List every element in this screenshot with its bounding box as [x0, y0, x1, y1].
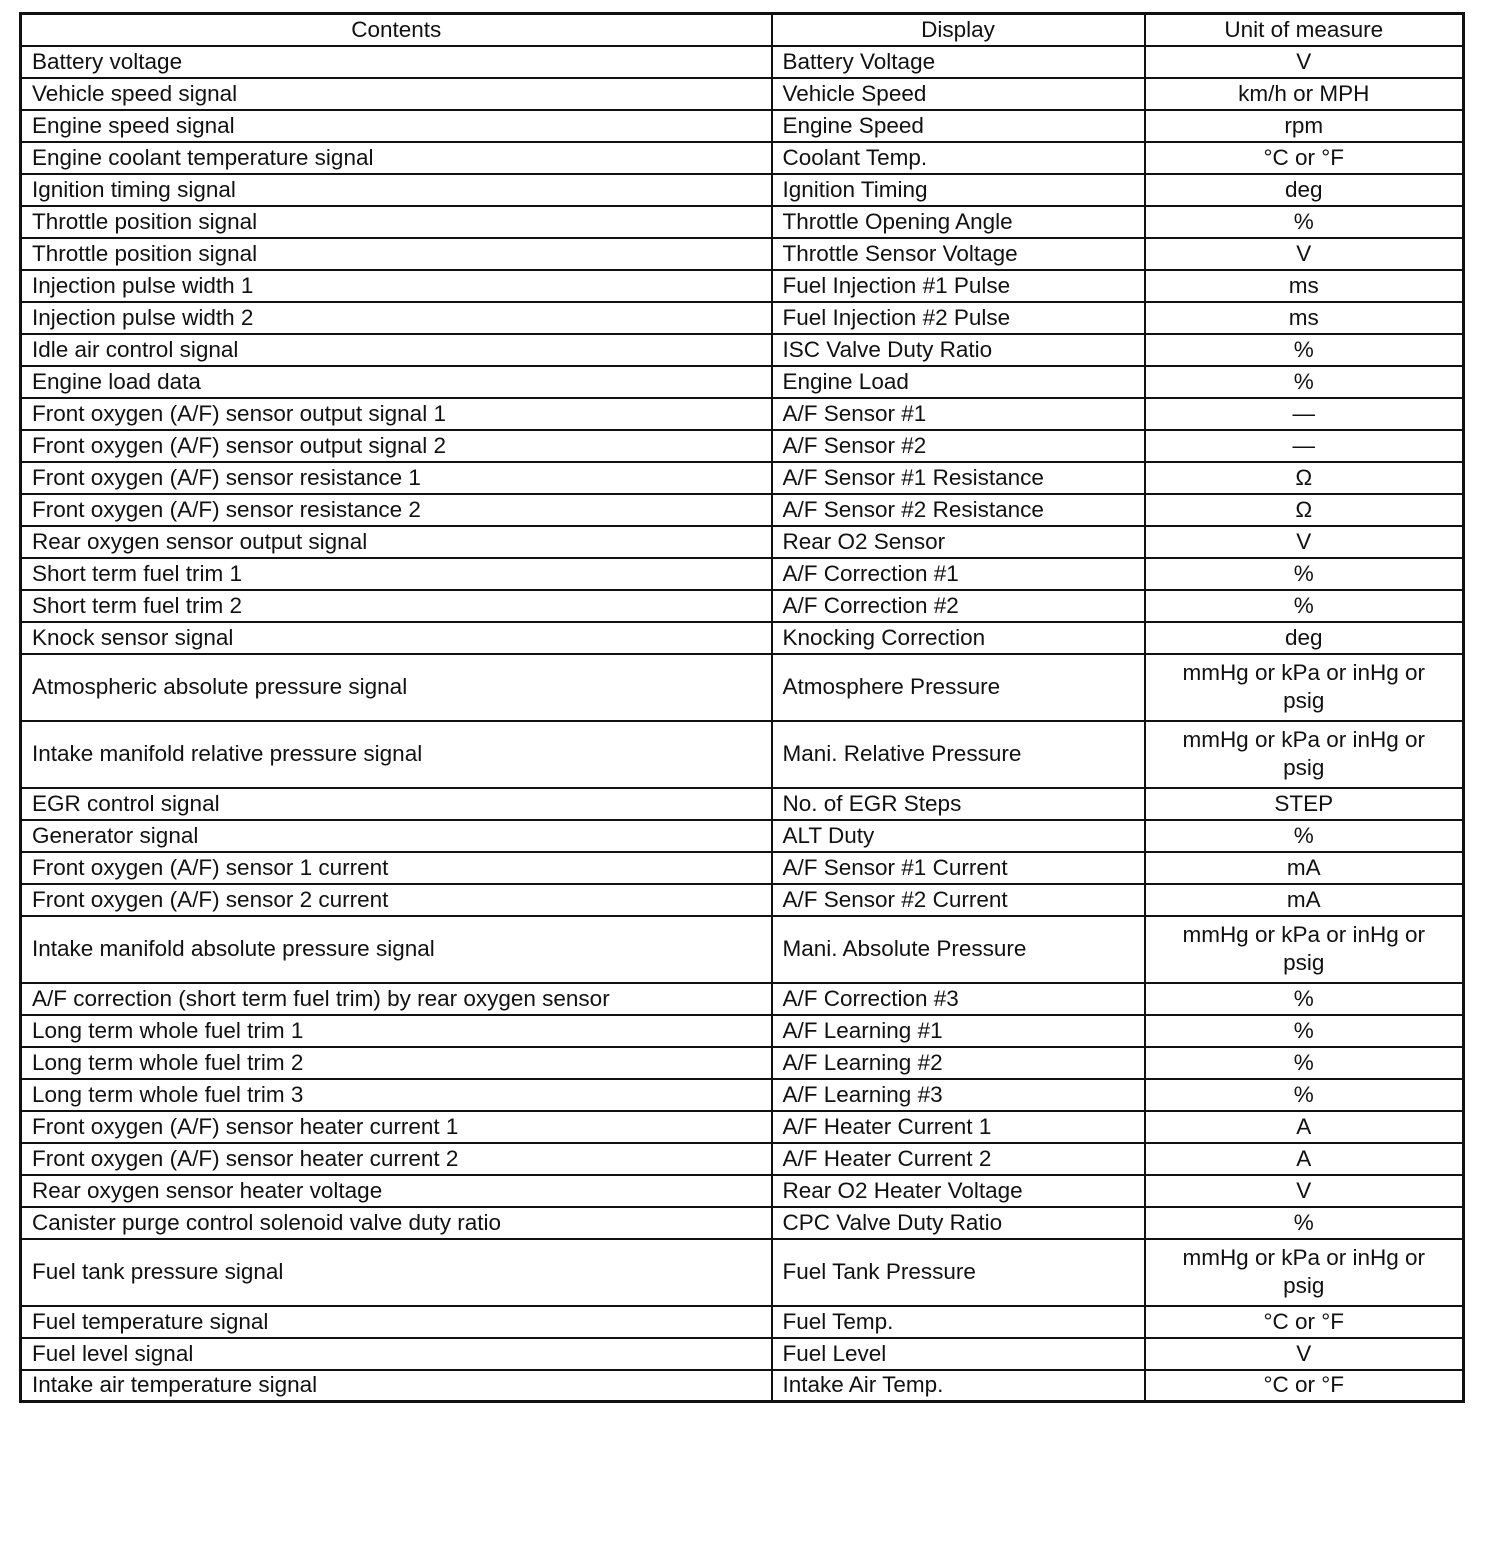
header-contents: Contents — [21, 14, 772, 46]
cell-display: A/F Heater Current 2 — [772, 1143, 1145, 1175]
cell-contents: Front oxygen (A/F) sensor 2 current — [21, 884, 772, 916]
cell-contents: Front oxygen (A/F) sensor output signal 2 — [21, 430, 772, 462]
cell-display: Fuel Temp. — [772, 1306, 1145, 1338]
cell-contents: Engine load data — [21, 366, 772, 398]
cell-contents: Front oxygen (A/F) sensor 1 current — [21, 852, 772, 884]
cell-unit: mmHg or kPa or inHg or psig — [1145, 916, 1464, 983]
cell-display: Ignition Timing — [772, 174, 1145, 206]
cell-display: Fuel Level — [772, 1338, 1145, 1370]
header-unit: Unit of measure — [1145, 14, 1464, 46]
table-row — [21, 622, 1464, 654]
cell-contents: Front oxygen (A/F) sensor heater current 1 — [21, 1111, 772, 1143]
table-row — [21, 78, 1464, 110]
table-row — [21, 334, 1464, 366]
table-row — [21, 1207, 1464, 1239]
cell-display: A/F Heater Current 1 — [772, 1111, 1145, 1143]
cell-contents: Engine coolant temperature signal — [21, 142, 772, 174]
table-row — [21, 46, 1464, 78]
table-row — [21, 852, 1464, 884]
cell-contents: Battery voltage — [21, 46, 772, 78]
table-row — [21, 206, 1464, 238]
table-row — [21, 494, 1464, 526]
cell-display: A/F Correction #2 — [772, 590, 1145, 622]
cell-unit: Ω — [1145, 494, 1464, 526]
cell-unit: % — [1145, 1079, 1464, 1111]
table-row — [21, 884, 1464, 916]
table-row — [21, 788, 1464, 820]
header-row — [21, 14, 1464, 46]
cell-display: A/F Correction #3 — [772, 983, 1145, 1015]
cell-contents: Front oxygen (A/F) sensor output signal 1 — [21, 398, 772, 430]
cell-unit: °C or °F — [1145, 1370, 1464, 1402]
table-row — [21, 983, 1464, 1015]
cell-unit: rpm — [1145, 110, 1464, 142]
cell-unit: mmHg or kPa or inHg or psig — [1145, 654, 1464, 721]
cell-contents: Throttle position signal — [21, 238, 772, 270]
cell-display: Vehicle Speed — [772, 78, 1145, 110]
cell-display: A/F Sensor #1 — [772, 398, 1145, 430]
cell-display: A/F Sensor #2 — [772, 430, 1145, 462]
cell-contents: Vehicle speed signal — [21, 78, 772, 110]
cell-contents: Front oxygen (A/F) sensor resistance 1 — [21, 462, 772, 494]
table-row — [21, 590, 1464, 622]
cell-unit: °C or °F — [1145, 1306, 1464, 1338]
cell-unit: km/h or MPH — [1145, 78, 1464, 110]
table-row — [21, 654, 1464, 721]
table-row — [21, 238, 1464, 270]
cell-display: No. of EGR Steps — [772, 788, 1145, 820]
cell-display: Rear O2 Sensor — [772, 526, 1145, 558]
table-row — [21, 462, 1464, 494]
cell-display: ISC Valve Duty Ratio — [772, 334, 1145, 366]
table-row — [21, 1306, 1464, 1338]
cell-unit: % — [1145, 206, 1464, 238]
cell-contents: Idle air control signal — [21, 334, 772, 366]
cell-display: Intake Air Temp. — [772, 1370, 1145, 1402]
table-row — [21, 1047, 1464, 1079]
cell-contents: Throttle position signal — [21, 206, 772, 238]
cell-display: A/F Learning #2 — [772, 1047, 1145, 1079]
cell-contents: Intake manifold relative pressure signal — [21, 721, 772, 788]
cell-display: A/F Correction #1 — [772, 558, 1145, 590]
cell-unit: mA — [1145, 852, 1464, 884]
cell-unit: Ω — [1145, 462, 1464, 494]
cell-display: A/F Sensor #1 Current — [772, 852, 1145, 884]
cell-contents: Short term fuel trim 2 — [21, 590, 772, 622]
cell-display: Atmosphere Pressure — [772, 654, 1145, 721]
cell-unit: % — [1145, 1015, 1464, 1047]
cell-display: A/F Sensor #2 Resistance — [772, 494, 1145, 526]
cell-contents: A/F correction (short term fuel trim) by rear oxygen sensor — [21, 983, 772, 1015]
cell-display: Battery Voltage — [772, 46, 1145, 78]
cell-unit: STEP — [1145, 788, 1464, 820]
table-row — [21, 302, 1464, 334]
cell-unit: V — [1145, 526, 1464, 558]
table-row — [21, 270, 1464, 302]
cell-unit: % — [1145, 558, 1464, 590]
table-row — [21, 820, 1464, 852]
table-row — [21, 1370, 1464, 1402]
cell-display: Fuel Injection #2 Pulse — [772, 302, 1145, 334]
cell-unit: % — [1145, 1207, 1464, 1239]
cell-display: Fuel Tank Pressure — [772, 1239, 1145, 1306]
table-row — [21, 1079, 1464, 1111]
cell-unit: % — [1145, 1047, 1464, 1079]
cell-display: Engine Load — [772, 366, 1145, 398]
cell-contents: Injection pulse width 1 — [21, 270, 772, 302]
table-row — [21, 398, 1464, 430]
cell-contents: Short term fuel trim 1 — [21, 558, 772, 590]
table-header — [21, 14, 1464, 46]
table-row — [21, 110, 1464, 142]
table-row — [21, 142, 1464, 174]
cell-contents: Rear oxygen sensor output signal — [21, 526, 772, 558]
cell-unit: % — [1145, 590, 1464, 622]
cell-unit: % — [1145, 820, 1464, 852]
cell-display: Rear O2 Heater Voltage — [772, 1175, 1145, 1207]
cell-contents: Fuel temperature signal — [21, 1306, 772, 1338]
header-display: Display — [772, 14, 1145, 46]
table-row — [21, 721, 1464, 788]
cell-unit: mA — [1145, 884, 1464, 916]
cell-unit: — — [1145, 430, 1464, 462]
cell-unit: ms — [1145, 302, 1464, 334]
table-row — [21, 430, 1464, 462]
cell-contents: Generator signal — [21, 820, 772, 852]
cell-unit: A — [1145, 1143, 1464, 1175]
cell-unit: deg — [1145, 174, 1464, 206]
cell-display: Engine Speed — [772, 110, 1145, 142]
data-table — [19, 12, 1465, 1403]
table-row — [21, 916, 1464, 983]
cell-contents: Atmospheric absolute pressure signal — [21, 654, 772, 721]
cell-contents: Engine speed signal — [21, 110, 772, 142]
table-row — [21, 1143, 1464, 1175]
table-row — [21, 1239, 1464, 1306]
cell-unit: % — [1145, 983, 1464, 1015]
cell-unit: mmHg or kPa or inHg or psig — [1145, 721, 1464, 788]
cell-display: Coolant Temp. — [772, 142, 1145, 174]
table-body — [21, 46, 1464, 1402]
cell-display: Knocking Correction — [772, 622, 1145, 654]
cell-display: CPC Valve Duty Ratio — [772, 1207, 1145, 1239]
cell-unit: deg — [1145, 622, 1464, 654]
cell-unit: °C or °F — [1145, 142, 1464, 174]
cell-contents: Intake air temperature signal — [21, 1370, 772, 1402]
cell-unit: % — [1145, 366, 1464, 398]
cell-contents: Long term whole fuel trim 1 — [21, 1015, 772, 1047]
table-row — [21, 1111, 1464, 1143]
cell-display: Throttle Sensor Voltage — [772, 238, 1145, 270]
cell-contents: Front oxygen (A/F) sensor resistance 2 — [21, 494, 772, 526]
cell-contents: Long term whole fuel trim 2 — [21, 1047, 772, 1079]
table-row — [21, 1338, 1464, 1370]
cell-unit: V — [1145, 238, 1464, 270]
table-row — [21, 526, 1464, 558]
cell-unit: mmHg or kPa or inHg or psig — [1145, 1239, 1464, 1306]
cell-display: Fuel Injection #1 Pulse — [772, 270, 1145, 302]
cell-display: ALT Duty — [772, 820, 1145, 852]
cell-display: A/F Sensor #1 Resistance — [772, 462, 1145, 494]
cell-display: Throttle Opening Angle — [772, 206, 1145, 238]
cell-unit: % — [1145, 334, 1464, 366]
cell-contents: Long term whole fuel trim 3 — [21, 1079, 772, 1111]
cell-unit: — — [1145, 398, 1464, 430]
table-row — [21, 366, 1464, 398]
table-row — [21, 1015, 1464, 1047]
cell-unit: V — [1145, 1175, 1464, 1207]
table-row — [21, 174, 1464, 206]
cell-unit: A — [1145, 1111, 1464, 1143]
cell-unit: V — [1145, 46, 1464, 78]
cell-display: A/F Learning #3 — [772, 1079, 1145, 1111]
cell-contents: EGR control signal — [21, 788, 772, 820]
cell-contents: Canister purge control solenoid valve duty ratio — [21, 1207, 772, 1239]
cell-display: Mani. Relative Pressure — [772, 721, 1145, 788]
cell-contents: Front oxygen (A/F) sensor heater current 2 — [21, 1143, 772, 1175]
cell-display: A/F Learning #1 — [772, 1015, 1145, 1047]
cell-display: A/F Sensor #2 Current — [772, 884, 1145, 916]
cell-unit: ms — [1145, 270, 1464, 302]
cell-contents: Intake manifold absolute pressure signal — [21, 916, 772, 983]
cell-contents: Rear oxygen sensor heater voltage — [21, 1175, 772, 1207]
cell-contents: Fuel tank pressure signal — [21, 1239, 772, 1306]
table-row — [21, 1175, 1464, 1207]
cell-contents: Ignition timing signal — [21, 174, 772, 206]
cell-contents: Injection pulse width 2 — [21, 302, 772, 334]
cell-contents: Fuel level signal — [21, 1338, 772, 1370]
table-row — [21, 558, 1464, 590]
cell-contents: Knock sensor signal — [21, 622, 772, 654]
cell-display: Mani. Absolute Pressure — [772, 916, 1145, 983]
cell-unit: V — [1145, 1338, 1464, 1370]
